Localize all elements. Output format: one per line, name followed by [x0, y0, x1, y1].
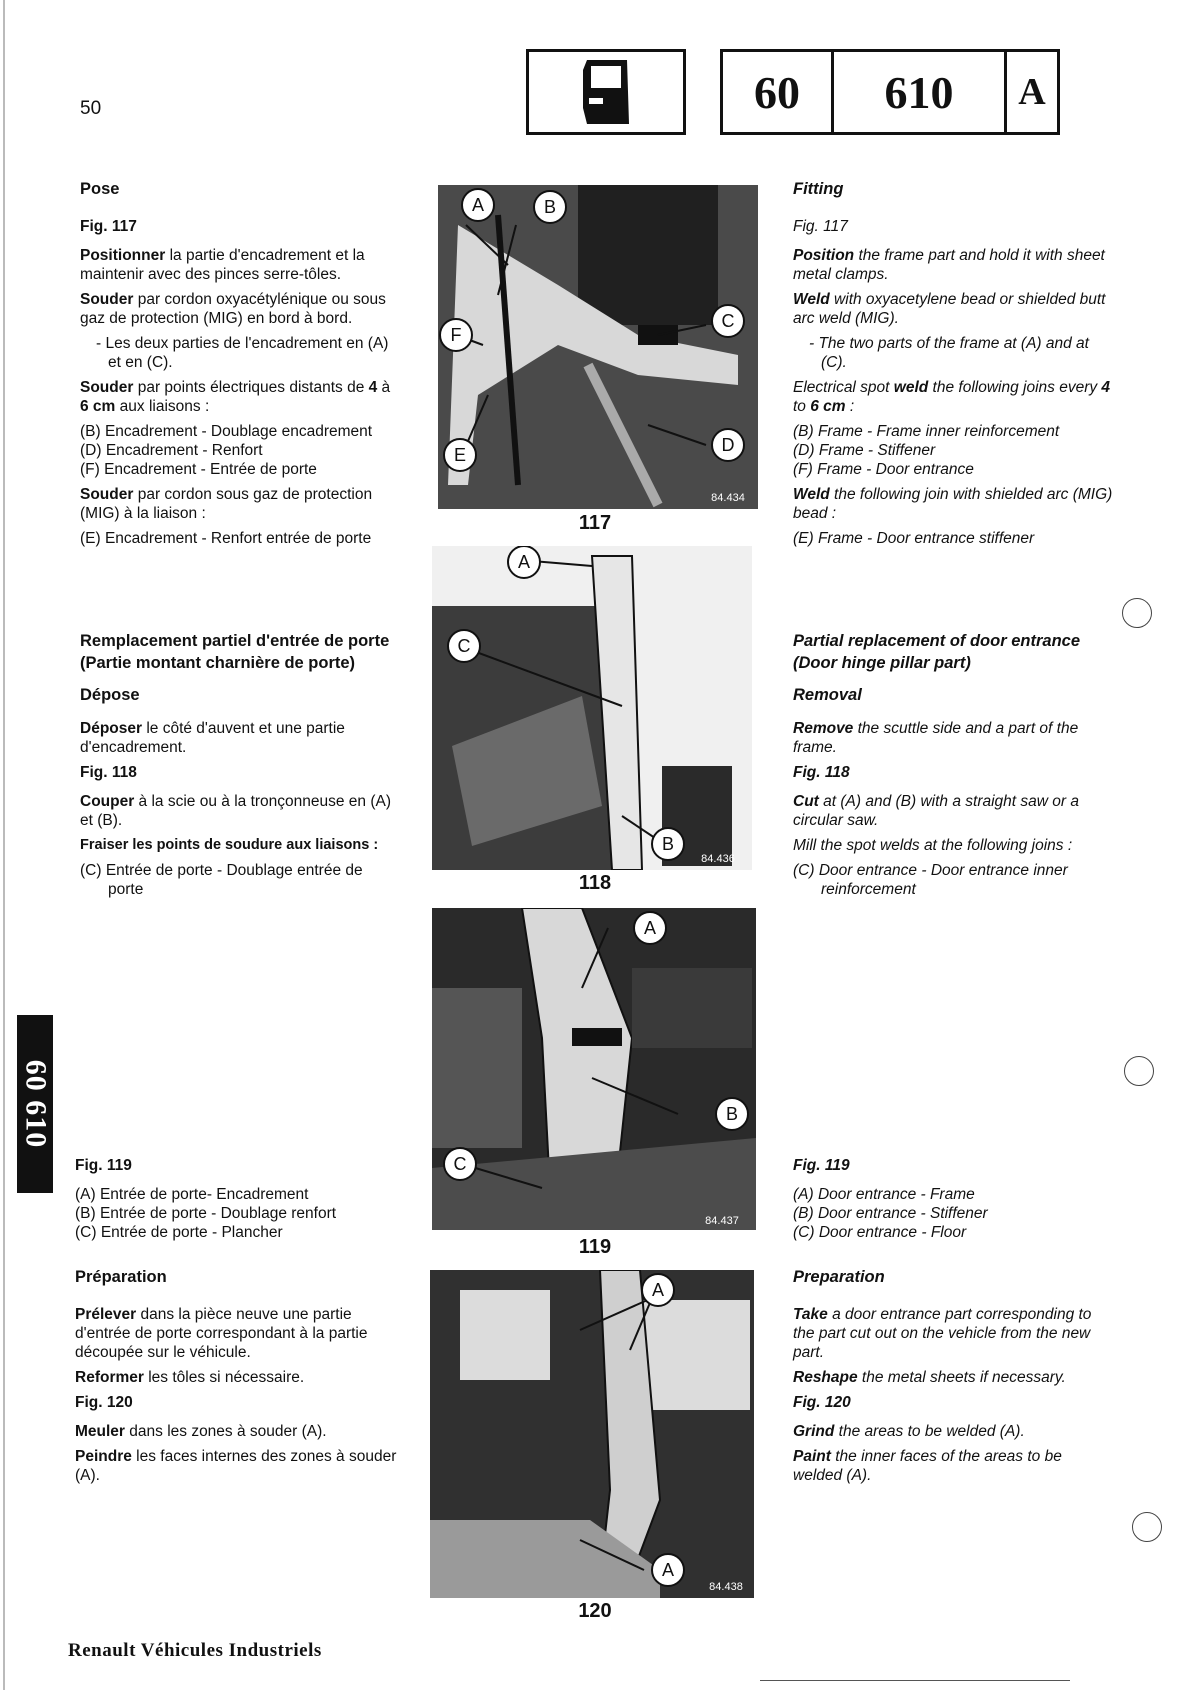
figure-117-number: 117: [578, 512, 612, 534]
list-item: (D) Encadrement - Renfort: [80, 442, 263, 459]
section-title: Préparation: [75, 1268, 167, 1286]
paragraph: Prélever dans la pièce neuve une partie d'entrée de porte correspondant à la partie découpée sur le véhicule.: [75, 1306, 368, 1361]
legend-list: [75, 1185, 398, 1242]
callout-label: B: [543, 197, 557, 217]
fig-ref: Fig. 119: [75, 1157, 132, 1174]
footer-rule: [760, 1680, 1070, 1681]
french-section-pose: [80, 180, 398, 548]
paragraph: (E) Frame - Door entrance stiffener: [793, 530, 1035, 547]
figure-117-photo: [438, 185, 758, 509]
list-item: (D) Frame - Stiffener: [793, 442, 936, 459]
code-60: 60: [723, 52, 834, 132]
figure-ref-code: 84.437: [705, 1215, 739, 1227]
list-item: (B) Encadrement - Doublage encadrement: [80, 423, 373, 440]
subsection-title: Removal: [793, 686, 862, 704]
paragraph: Déposer le côté d'auvent et une partie d'encadrement.: [80, 720, 345, 756]
publisher-footer: Renault Véhicules Industriels: [68, 1640, 322, 1661]
paragraph: Weld the following join with shielded arc (MIG) bead :: [793, 486, 1113, 522]
callout-label: B: [725, 1104, 739, 1124]
section-title: Fitting: [793, 180, 844, 198]
fig-ref: Fig. 117: [80, 218, 137, 235]
fig-ref: Fig. 117: [793, 218, 848, 235]
figure-119-photo: [432, 908, 756, 1230]
french-section-preparation: [75, 1268, 398, 1491]
side-tab-label: 60 610: [19, 1059, 52, 1149]
paragraph: Meuler dans les zones à souder (A).: [75, 1423, 327, 1440]
paragraph: (C) Entrée de porte - Doublage entrée de porte: [80, 862, 363, 898]
figure-119-number: 119: [578, 1236, 612, 1258]
english-fig119-legend: [793, 1156, 1113, 1248]
punch-hole-icon: [1122, 598, 1152, 628]
list-item: (C) Entrée de porte - Plancher: [75, 1224, 283, 1241]
joins-list: [80, 422, 398, 479]
paragraph: - Les deux parties de l'encadrement en (A) et en (C).: [96, 335, 389, 371]
figure-ref-code: 84.438: [709, 1581, 743, 1593]
callout-label: C: [453, 1154, 467, 1174]
list-item: (F) Frame - Door entrance: [793, 461, 974, 478]
callout-label: E: [453, 445, 467, 465]
list-item: (A) Door entrance - Frame: [793, 1186, 975, 1203]
binding-edge: [3, 0, 5, 1690]
paragraph: Weld with oxyacetylene bead or shielded butt arc weld (MIG).: [793, 291, 1106, 327]
list-item: (B) Frame - Frame inner reinforcement: [793, 423, 1060, 440]
paragraph: Paint the inner faces of the areas to be welded (A).: [793, 1448, 1062, 1484]
english-section-removal: [793, 630, 1113, 899]
joins-list: [793, 422, 1113, 479]
list-item: (B) Door entrance - Stiffener: [793, 1205, 988, 1222]
english-section-preparation: [793, 1268, 1113, 1491]
callout-label: C: [457, 636, 471, 656]
figure-ref-code: 84.436: [701, 853, 735, 865]
figure-118-photo: [432, 546, 752, 870]
paragraph: Peindre les faces internes des zones à souder (A).: [75, 1448, 397, 1484]
callout-label: A: [643, 918, 657, 938]
callout-label: C: [721, 311, 735, 331]
callout-label: F: [450, 325, 462, 345]
paragraph: Positionner la partie d'encadrement et la maintenir avec des pinces serre-tôles.: [80, 247, 365, 283]
truck-cab-icon: [529, 52, 683, 132]
page-number: 50: [80, 98, 102, 119]
paragraph: Souder par cordon oxyacétylénique ou sous gaz de protection (MIG) en bord à bord.: [80, 291, 386, 327]
subsection-title: Dépose: [80, 686, 140, 704]
punch-hole-icon: [1132, 1512, 1162, 1542]
fig-ref: Fig. 118: [793, 764, 850, 781]
paragraph: Fraiser les points de soudure aux liaisons :: [80, 837, 379, 853]
paragraph: Mill the spot welds at the following joins :: [793, 837, 1073, 854]
fig-ref: Fig. 118: [80, 764, 137, 781]
paragraph: Remove the scuttle side and a part of the frame.: [793, 720, 1079, 756]
legend-list: [793, 1185, 1113, 1242]
vehicle-cab-icon-box: [526, 49, 686, 135]
paragraph: Reformer les tôles si nécessaire.: [75, 1369, 305, 1386]
list-item: (B) Entrée de porte - Doublage renfort: [75, 1205, 337, 1222]
list-item: (C) Door entrance - Floor: [793, 1224, 967, 1241]
code-610: 610: [834, 52, 1007, 132]
figure-120-photo: [430, 1270, 754, 1598]
french-fig119-legend: [75, 1156, 398, 1248]
list-item: (A) Entrée de porte- Encadrement: [75, 1186, 309, 1203]
section-side-tab: [17, 1015, 53, 1193]
paragraph: Cut at (A) and (B) with a straight saw or a circular saw.: [793, 793, 1079, 829]
paragraph: Couper à la scie ou à la tronçonneuse en (A) et (B).: [80, 793, 392, 829]
section-title: Pose: [80, 180, 120, 198]
paragraph: Grind the areas to be welded (A).: [793, 1423, 1025, 1440]
paragraph: Reshape the metal sheets if necessary.: [793, 1369, 1066, 1386]
punch-hole-icon: [1124, 1056, 1154, 1086]
paragraph: Souder par points électriques distants de 4 à 6 cm aux liaisons :: [80, 379, 391, 415]
paragraph: - The two parts of the frame at (A) and at (C).: [809, 335, 1089, 371]
callout-label: A: [517, 552, 531, 572]
paragraph: Electrical spot weld the following joins every 4 to 6 cm :: [793, 379, 1111, 415]
callout-label: B: [661, 834, 675, 854]
section-title: Partial replacement of door entrance (Door hinge pillar part): [793, 632, 1081, 672]
french-section-removal: [80, 630, 398, 899]
callout-label: A: [651, 1280, 665, 1300]
callout-label: D: [721, 435, 735, 455]
english-section-fitting: [793, 180, 1113, 548]
paragraph: Take a door entrance part corresponding to the part cut out on the vehicle from the new part.: [793, 1306, 1092, 1361]
fig-ref: Fig. 119: [793, 1157, 850, 1174]
paragraph: (C) Door entrance - Door entrance inner reinforcement: [793, 862, 1068, 898]
paragraph: Position the frame part and hold it with sheet metal clamps.: [793, 247, 1105, 283]
list-item: (F) Encadrement - Entrée de porte: [80, 461, 317, 478]
section-title: Remplacement partiel d'entrée de porte (Partie montant charnière de porte): [80, 632, 390, 672]
paragraph: (E) Encadrement - Renfort entrée de porte: [80, 530, 372, 547]
callout-label: A: [471, 195, 485, 215]
fig-ref: Fig. 120: [75, 1394, 133, 1411]
section-code-box: [720, 49, 1060, 135]
callout-label: A: [661, 1560, 675, 1580]
code-a: A: [1018, 71, 1046, 113]
figure-120-number: 120: [578, 1600, 612, 1622]
figure-118-number: 118: [578, 872, 612, 894]
figure-ref-code: 84.434: [711, 492, 745, 504]
paragraph: Souder par cordon sous gaz de protection (MIG) à la liaison :: [80, 486, 373, 522]
section-title: Preparation: [793, 1268, 885, 1286]
fig-ref: Fig. 120: [793, 1394, 851, 1411]
